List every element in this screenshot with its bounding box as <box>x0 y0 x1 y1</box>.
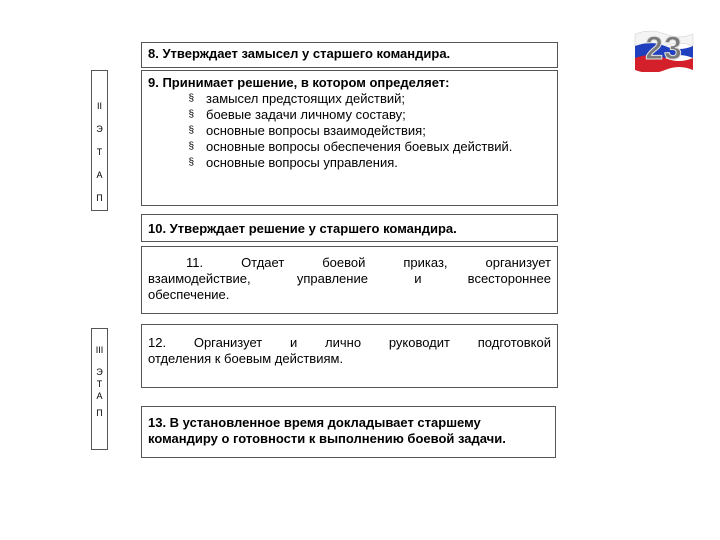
step-12-line: отделения к боевым действиям. <box>148 351 344 366</box>
step-13-line: командиру о готовности к выполнению боевой задачи. <box>148 431 506 446</box>
step-11-line: взаимодействие, управление и всестороннее <box>148 271 551 286</box>
bullet-text: основные вопросы обеспечения боевых действий. <box>206 139 513 154</box>
slide-number: 23 <box>645 30 683 66</box>
bullet-marker: § <box>188 157 194 168</box>
stage-three-letter: Э <box>96 367 103 377</box>
stage-three-label <box>91 328 108 450</box>
stage-two-letter: Т <box>96 147 103 157</box>
bullet-text: основные вопросы взаимодействия; <box>206 123 426 138</box>
step-12-box <box>141 324 558 388</box>
step-9-title: 9. Принимает решение, в котором определяет: <box>148 75 450 90</box>
step-10-text: 10. Утверждает решение у старшего командира. <box>148 221 457 236</box>
list-item <box>148 91 551 107</box>
list-item <box>148 155 551 171</box>
stage-three-letter: III <box>95 345 104 355</box>
bullet-text: боевые задачи личному составу; <box>206 107 406 122</box>
step-13-box <box>141 406 556 458</box>
bullet-marker: § <box>188 141 194 152</box>
step-11-box <box>141 246 558 314</box>
stage-two-letter: Э <box>96 124 103 134</box>
stage-two-letter: А <box>96 170 103 180</box>
stage-two-label <box>91 70 108 211</box>
stage-three-letter: Т <box>96 379 103 389</box>
stage-two-letter: II <box>96 101 102 111</box>
list-item <box>148 139 551 155</box>
bullet-marker: § <box>188 109 194 120</box>
step-13-line: 13. В установленное время докладывает старшему <box>148 415 481 430</box>
step-10-box <box>141 214 558 242</box>
stage-three-letter: А <box>96 391 103 401</box>
step-8-box <box>141 42 558 68</box>
step-9-box <box>141 70 558 206</box>
step-11-line: 11. Отдает боевой приказ, организует <box>186 255 551 270</box>
step-11-line: обеспечение. <box>148 287 230 302</box>
bullet-text: основные вопросы управления. <box>206 155 398 170</box>
list-item <box>148 107 551 123</box>
stage-three-letter: П <box>96 408 103 418</box>
list-item <box>148 123 551 139</box>
bullet-text: замысел предстоящих действий; <box>206 91 405 106</box>
bullet-marker: § <box>188 125 194 136</box>
step-12-line: 12. Организует и лично руководит подготовкой <box>148 335 551 350</box>
bullet-marker: § <box>188 93 194 104</box>
step-8-text: 8. Утверждает замысел у старшего командира. <box>148 46 451 61</box>
stage-two-letter: П <box>96 193 103 203</box>
